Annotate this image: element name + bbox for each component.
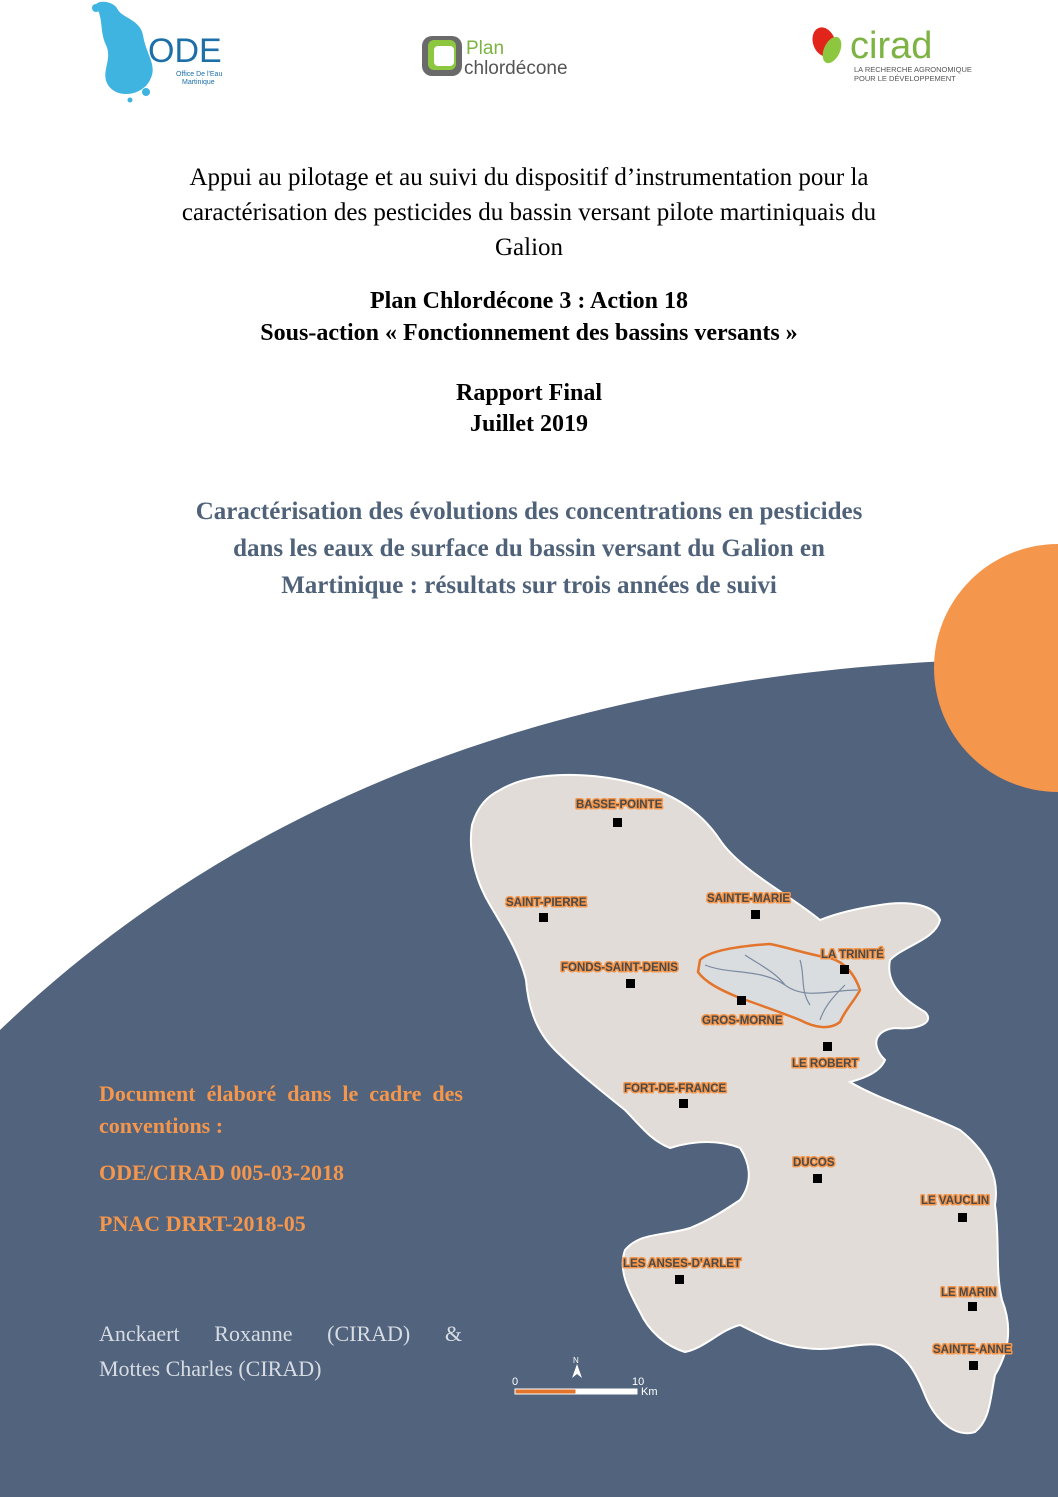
town-marker (613, 818, 622, 827)
scale-bar (512, 1356, 658, 1398)
convention-item: PNAC DRRT-2018-05 (99, 1211, 306, 1236)
cirad-logo (806, 22, 976, 88)
town-marker (737, 996, 746, 1005)
title-line: Appui au pilotage et au suivi du dispositif d’instrumentation pour la (189, 164, 869, 191)
title-line: caractérisation des pesticides du bassin versant pilote martiniquais du (181, 199, 877, 226)
town-marker (626, 979, 635, 988)
plan-chlordecone-logo (418, 30, 628, 90)
town-label-le-vauclin: LE VAUCLIN (921, 1195, 990, 1207)
town-marker (969, 1361, 978, 1370)
town-label-gros-morne: GROS-MORNE (702, 1015, 783, 1027)
town-label-ducos: DUCOS (793, 1157, 835, 1169)
north-label: N (573, 1356, 579, 1365)
title-line: Galion (494, 234, 564, 261)
town-label-sainte-anne: SAINTE-ANNE (933, 1344, 1012, 1356)
svg-text:ODE: ODE (148, 32, 222, 70)
main-title (0, 160, 1058, 265)
authors (99, 1316, 462, 1386)
martinique-map (460, 770, 1020, 1450)
town-marker (968, 1302, 977, 1311)
north-arrow-icon (572, 1364, 582, 1378)
subaction-line: Sous-action « Fonctionnement des bassins versants » (260, 320, 798, 346)
town-marker (840, 965, 849, 974)
town-label-fort-de-france: FORT-DE-FRANCE (624, 1083, 727, 1095)
scale-start-label: 0 (512, 1376, 519, 1388)
town-label-les-anses-darlet: LES ANSES-D'ARLET (623, 1258, 741, 1270)
svg-text:chlordécone: chlordécone (464, 58, 568, 79)
town-marker (813, 1174, 822, 1183)
town-label-fonds-saint-denis: FONDS-SAINT-DENIS (561, 962, 678, 974)
town-marker (823, 1042, 832, 1051)
plan-action-heading (0, 285, 1058, 349)
town-label-saint-pierre: SAINT-PIERRE (506, 897, 587, 909)
town-label-basse-pointe: BASSE-POINTE (576, 799, 663, 811)
report-heading (0, 378, 1058, 440)
town-label-le-robert: LE ROBERT (792, 1058, 859, 1070)
report-date: Juillet 2019 (470, 411, 588, 437)
town-marker (751, 910, 760, 919)
svg-text:cirad: cirad (850, 25, 933, 67)
island-shape (471, 775, 1008, 1433)
scale-end-label: 10 (632, 1376, 645, 1388)
subtitle-line: dans les eaux de surface du bassin versant du Galion en (233, 535, 825, 562)
author-line: Mottes Charles (CIRAD) (99, 1356, 322, 1381)
svg-text:LA RECHERCHE AGRONOMIQUE: LA RECHERCHE AGRONOMIQUE (854, 65, 972, 74)
subtitle-line: Caractérisation des évolutions des concentrations en pesticides (195, 498, 863, 525)
town-label-le-marin: LE MARIN (941, 1287, 997, 1299)
scale-unit-label: Km (641, 1386, 658, 1398)
town-label-sainte-marie: SAINTE-MARIE (707, 893, 791, 905)
convention-item: ODE/CIRAD 005-03-2018 (99, 1160, 345, 1185)
svg-text:Office De l'Eau: Office De l'Eau (176, 71, 223, 78)
town-marker (539, 913, 548, 922)
conventions-caption: Document élaboré dans le cadre des conventions : (99, 1081, 463, 1138)
town-marker (679, 1099, 688, 1108)
author-line: Anckaert Roxanne (CIRAD) & (99, 1321, 462, 1346)
svg-text:Martinique: Martinique (182, 79, 215, 86)
ode-logo (88, 0, 248, 110)
plan-line: Plan Chlordécone 3 : Action 18 (370, 288, 688, 314)
subtitle-line: Martinique : résultats sur trois années de suivi (281, 572, 777, 599)
town-marker (675, 1275, 684, 1284)
town-label-la-trinite: LA TRINITÉ (821, 949, 884, 961)
report-type: Rapport Final (455, 380, 602, 406)
svg-text:Plan: Plan (466, 38, 505, 59)
svg-text:POUR LE DÉVELOPPEMENT: POUR LE DÉVELOPPEMENT (854, 74, 956, 83)
town-marker (958, 1213, 967, 1222)
